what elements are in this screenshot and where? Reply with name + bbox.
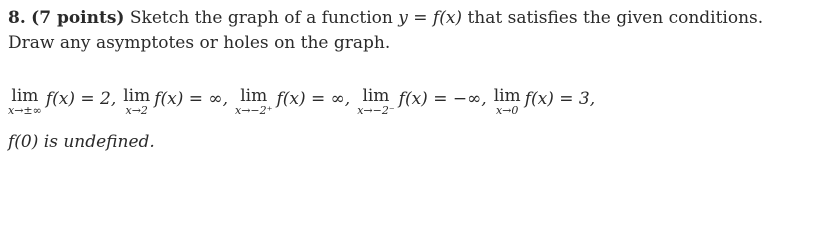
limit-word: lim xyxy=(11,86,39,106)
limit-word: lim xyxy=(493,86,521,106)
problem-number: 8. xyxy=(8,8,26,28)
limit-operator xyxy=(357,87,394,116)
limit-subscript: x→−2⁻ xyxy=(357,104,395,117)
problem-text: Sketch the graph of a function xyxy=(129,8,393,28)
limit-expression: f(x) = ∞, xyxy=(276,89,351,109)
limit-expression: f(x) = −∞, xyxy=(398,89,487,109)
undefined-condition: f(0) is undefined. xyxy=(8,132,155,152)
problem-points: (7 points) xyxy=(31,8,125,28)
limit-expression: f(x) = 3, xyxy=(524,89,596,109)
limit-word: lim xyxy=(362,86,390,106)
limit-expression: f(x) = 2, xyxy=(45,89,117,109)
limit-word: lim xyxy=(123,86,151,106)
limit-subscript: x→−2⁺ xyxy=(235,104,273,117)
limit-operator xyxy=(8,87,42,116)
problem-line-2: Draw any asymptotes or holes on the graph. xyxy=(8,33,391,53)
limit-operator xyxy=(494,87,521,116)
limit-subscript: x→0 xyxy=(495,104,519,117)
limit-subscript: x→±∞ xyxy=(8,104,42,117)
limit-conditions xyxy=(8,87,595,116)
function-expression: y = f(x) xyxy=(398,8,463,28)
limit-word: lim xyxy=(240,86,268,106)
problem-line-1 xyxy=(8,6,823,30)
limit-operator xyxy=(235,87,272,116)
problem-statement xyxy=(8,6,823,55)
problem-text-tail: that satisfies the given conditions. xyxy=(467,8,764,28)
limit-subscript: x→2 xyxy=(125,104,148,117)
limit-operator xyxy=(123,87,150,116)
limit-expression: f(x) = ∞, xyxy=(154,89,228,109)
